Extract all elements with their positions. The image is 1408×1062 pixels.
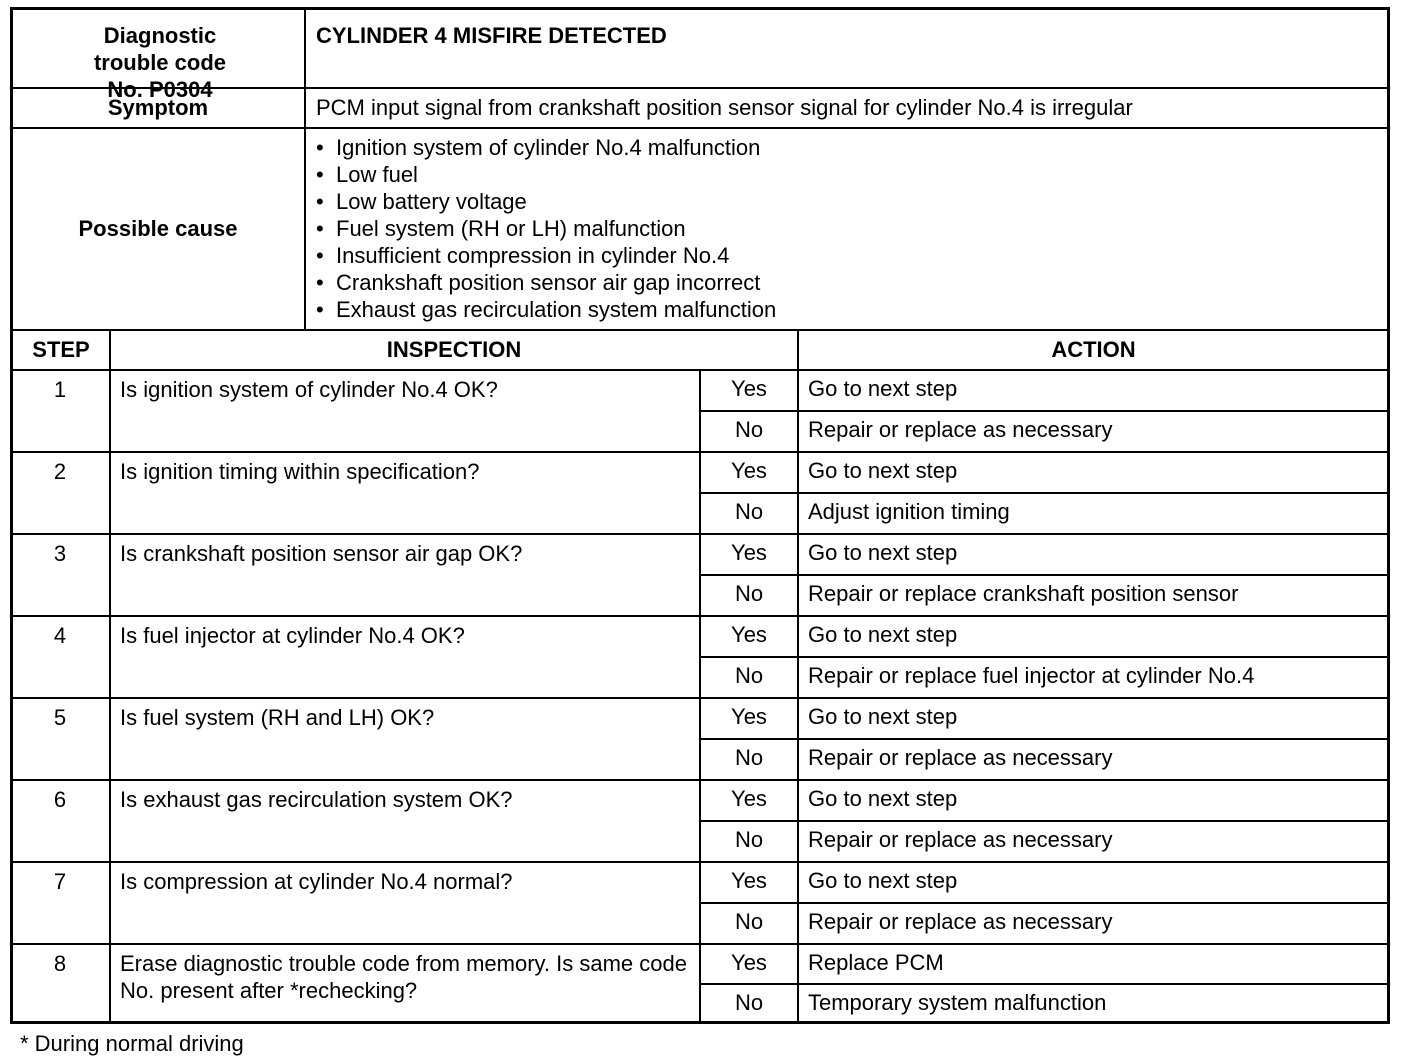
possible-cause-item: • Fuel system (RH or LH) malfunction [312,215,776,242]
grid-line [700,902,1390,904]
grid-line [700,492,1390,494]
col-step-header: STEP [32,337,90,362]
col-action-header: ACTION [1051,337,1136,362]
inspection-text: Is crankshaft position sensor air gap OK? [120,541,523,566]
grid-line [10,779,1390,781]
answer-no: No [734,581,764,606]
action-yes: Replace PCM [808,950,944,975]
possible-cause-item: • Low fuel [312,161,776,188]
action-no: Repair or replace as necessary [808,827,1113,852]
grid-line [700,820,1390,822]
col-inspection-header: INSPECTION [386,337,522,362]
answer-yes: Yes [731,868,767,893]
grid-line [10,127,1390,129]
answer-no: No [734,663,764,688]
grid-line [10,697,1390,699]
possible-cause-item: • Ignition system of cylinder No.4 malfunction [312,134,776,161]
answer-yes: Yes [731,950,767,975]
action-no: Repair or replace crankshaft position sensor [808,581,1239,606]
possible-cause-list [312,134,776,323]
inspection-text: Is exhaust gas recirculation system OK? [120,787,513,812]
answer-yes: Yes [731,622,767,647]
action-yes: Go to next step [808,868,958,893]
action-yes: Go to next step [808,622,958,647]
action-yes: Go to next step [808,540,958,565]
grid-line [10,943,1390,945]
grid-line [304,7,306,330]
grid-line [109,330,111,1024]
step-number: 5 [53,705,67,730]
grid-line [700,983,1390,985]
action-yes: Go to next step [808,458,958,483]
answer-no: No [734,990,764,1015]
answer-yes: Yes [731,458,767,483]
inspection-text: Is fuel system (RH and LH) OK? [120,705,435,730]
symptom-text: PCM input signal from crankshaft position sensor signal for cylinder No.4 is irregular [316,95,1133,120]
step-number: 4 [53,623,67,648]
grid-line [700,738,1390,740]
grid-line [700,656,1390,658]
step-number: 3 [53,541,67,566]
inspection-text: Erase diagnostic trouble code from memory. Is same code No. present after *rechecking? [120,951,687,1003]
inspection-text: Is ignition system of cylinder No.4 OK? [120,377,498,402]
possible-cause-label: Possible cause [78,216,238,241]
possible-cause-item: • Insufficient compression in cylinder No.4 [312,242,776,269]
answer-no: No [734,745,764,770]
action-no: Adjust ignition timing [808,499,1010,524]
dtc-label: Diagnostic trouble code No. P0304 [93,23,226,102]
grid-line [10,615,1390,617]
step-number: 2 [53,459,67,484]
symptom-label: Symptom [107,95,209,120]
possible-cause-item: • Crankshaft position sensor air gap incorrect [312,269,776,296]
answer-no: No [734,827,764,852]
action-yes: Go to next step [808,376,958,401]
grid-line [10,451,1390,453]
grid-line [10,861,1390,863]
possible-cause-item: • Low battery voltage [312,188,776,215]
grid-line [700,410,1390,412]
step-number: 6 [53,787,67,812]
step-number: 1 [53,377,67,402]
dtc-title: CYLINDER 4 MISFIRE DETECTED [316,23,667,48]
footnote: * During normal driving [20,1031,244,1056]
inspection-text: Is compression at cylinder No.4 normal? [120,869,513,894]
possible-cause-item: • Exhaust gas recirculation system malfunction [312,296,776,323]
inspection-text: Is fuel injector at cylinder No.4 OK? [120,623,465,648]
action-no: Repair or replace as necessary [808,745,1113,770]
grid-line [700,574,1390,576]
action-yes: Go to next step [808,786,958,811]
answer-yes: Yes [731,376,767,401]
action-no: Repair or replace as necessary [808,909,1113,934]
answer-no: No [734,909,764,934]
action-no: Repair or replace fuel injector at cylinder No.4 [808,663,1255,688]
action-no: Repair or replace as necessary [808,417,1113,442]
answer-no: No [734,417,764,442]
action-no: Temporary system malfunction [808,990,1107,1015]
answer-yes: Yes [731,704,767,729]
grid-line [10,329,1390,331]
action-yes: Go to next step [808,704,958,729]
grid-line [10,533,1390,535]
answer-yes: Yes [731,540,767,565]
answer-no: No [734,499,764,524]
step-number: 8 [53,951,67,976]
step-number: 7 [53,869,67,894]
answer-yes: Yes [731,786,767,811]
inspection-text: Is ignition timing within specification? [120,459,480,484]
